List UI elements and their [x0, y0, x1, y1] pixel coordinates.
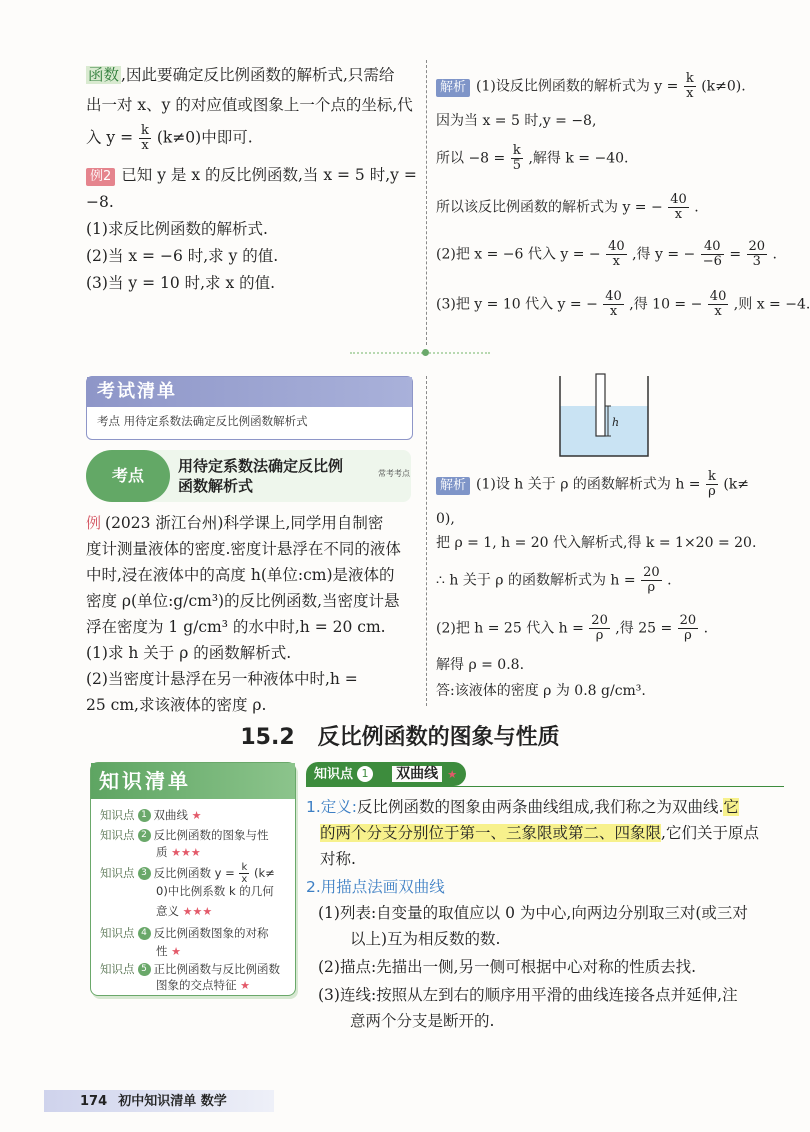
analysis-1-line-2: 因为当 x = 5 时,y = −8, [436, 113, 597, 129]
page-number: 174 [80, 1094, 108, 1109]
solution-line-2: 0), [436, 511, 455, 527]
solution-line-5: (2)把 h = 25 代入 h = $\frac{20}{\rho}$ ,得 25 = $\frac{20}{\rho}$ . [436, 613, 709, 643]
problem-line-2: 度计测量液体的密度.密度计悬浮在不同的液体 [86, 540, 401, 558]
knowledge-item-4-cont: 性 ★ [156, 944, 182, 958]
kaodian-label: 考点 [111, 466, 144, 485]
intro-line-3: 入 y = $\frac{k}{x}$ (k≠0)中即可. [86, 123, 253, 153]
analysis-2-line: (2)把 x = −6 代入 y = − $\frac{40}{x}$ ,得 y = − $\frac{40}{-6}$ = $\frac{20}{3}$ . [436, 239, 777, 269]
analysis-tag: 解析 [436, 79, 470, 97]
example-tag: 例2 [86, 168, 115, 186]
example-2-line-1: 例2 已知 y 是 x 的反比例函数,当 x = 5 时,y = [86, 164, 417, 186]
solution-tag: 解析 [436, 477, 470, 495]
analysis-3-line: (3)把 y = 10 代入 y = − $\frac{40}{x}$ ,得 10 = − $\frac{40}{x}$ ,则 x = −4. [436, 289, 810, 319]
method-step-3-cont: 意两个分支是断开的. [350, 1012, 495, 1030]
problem-line-5: 浮在密度为 1 g/cm³ 的水中时,h = 20 cm. [86, 618, 386, 636]
solution-line-6: 解得 ρ = 0.8. [436, 657, 525, 673]
analysis-1-line-1: 解析 (1)设反比例函数的解析式为 y = $\frac{k}{x}$ (k≠0). [436, 72, 746, 101]
footer-text: 初中知识清单 数学 [118, 1094, 227, 1109]
point-1-title: 双曲线 [392, 766, 442, 782]
hydrometer [596, 374, 605, 436]
definition-line-3: 对称. [320, 850, 356, 868]
solution-line-4: ∴ h 关于 ρ 的函数解析式为 h = $\frac{20}{\rho}$ . [436, 565, 672, 595]
method-step-2: (2)描点:先描出一侧,另一侧可根据中心对称的性质去找. [318, 958, 697, 976]
knowledge-list-header [91, 763, 295, 799]
problem-line-3: 中时,浸在液体中的高度 h(单位:cm)是液体的 [86, 566, 395, 584]
hydrometer-figure [556, 370, 652, 460]
solution-line-1: 解析 (1)设 h 关于 ρ 的函数解析式为 h = $\frac{k}{\rho}$ (k≠ [436, 470, 749, 499]
intro-line-2: 出一对 x、y 的对应值或图象上一个点的坐标,代 [86, 96, 413, 114]
method-step-1-cont: 以上)互为相反数的数. [350, 930, 501, 948]
column-divider-middle [426, 376, 427, 706]
analysis-1-line-4: 所以该反比例函数的解析式为 y = − $\frac{40}{x}$ . [436, 192, 699, 222]
kaodian-badge: 常考考点 [378, 469, 410, 478]
footer-bar [44, 1090, 274, 1112]
problem-line-4: 密度 ρ(单位:g/cm³)的反比例函数,当密度计悬 [86, 592, 400, 610]
definition-line-1: 1.定义:反比例函数的图象由两条曲线组成,我们称之为双曲线.它 [306, 798, 739, 816]
knowledge-item-3-cont2: 意义 ★★★ [156, 904, 213, 918]
problem-line-8: 25 cm,求该液体的密度 ρ. [86, 696, 267, 714]
knowledge-item-3-cont: 0)中比例系数 k 的几何 [156, 884, 274, 898]
example-2-line-2: −8. [86, 193, 114, 211]
analysis-1-line-3: 所以 −8 = $\frac{k}{5}$ ,解得 k = −40. [436, 143, 629, 173]
exam-list-box [86, 376, 413, 440]
definition-line-2: 的两个分支分别位于第一、三象限或第二、四象限,它们关于原点 [320, 824, 759, 842]
kaodian-pill [86, 450, 170, 502]
method-step-3: (3)连线:按照从左到右的顺序用平滑的曲线连接各点并延伸,注 [318, 986, 738, 1004]
exam-list-item: 考点 用待定系数法确定反比例函数解析式 [97, 414, 308, 428]
exam-list-header [87, 377, 412, 407]
problem-line-6: (1)求 h 关于 ρ 的函数解析式. [86, 644, 292, 662]
knowledge-item-2[interactable]: 知识点 2 反比例函数的图象与性 [100, 828, 269, 842]
knowledge-item-2-cont: 质 ★★★ [156, 845, 201, 859]
question-1: (1)求反比例函数的解析式. [86, 220, 268, 238]
knowledge-item-4[interactable]: 知识点 4 反比例函数图象的对称 [100, 926, 269, 940]
solution-line-7: 答:该液体的密度 ρ 为 0.8 g/cm³. [436, 683, 646, 699]
question-3: (3)当 y = 10 时,求 x 的值. [86, 274, 276, 292]
knowledge-item-1[interactable]: 知识点 1 双曲线 ★ [100, 808, 202, 822]
intro-line-1: 函数 ,因此要确定反比例函数的解析式,只需给 [88, 66, 395, 84]
column-divider-top [426, 60, 427, 345]
kaodian-banner [86, 450, 411, 502]
exam-list-title: 考试清单 [97, 381, 177, 402]
knowledge-item-5-cont: 图象的交点特征 ★ [156, 978, 251, 992]
knowledge-item-5[interactable]: 知识点 5 正比例函数与反比例函数 [100, 962, 280, 976]
knowledge-list-title: 知识清单 [99, 769, 191, 793]
solution-line-3: 把 ρ = 1, h = 20 代入解析式,得 k = 1×20 = 20. [436, 535, 757, 551]
problem-tag: 例 [86, 514, 102, 532]
point-1-header: 知识点 1 双曲线 ★ [306, 762, 466, 786]
method-step-1: (1)列表:自变量的取值应以 0 为中心,向两边分别取三对(或三对 [318, 904, 748, 922]
point-1-rule [306, 786, 784, 787]
kaodian-title: 用待定系数法确定反比例 函数解析式 [178, 457, 344, 495]
problem-line-7: (2)当密度计悬浮在另一种液体中时,h = [86, 670, 358, 688]
height-label: h [612, 416, 620, 429]
problem-line-1: 例 (2023 浙江台州)科学课上,同学用自制密 [86, 514, 384, 532]
section-title: 15.2 反比例函数的图象与性质 [240, 725, 560, 750]
knowledge-item-3[interactable]: 知识点 3 反比例函数 y = $\frac{k}{x}$ (k≠ [100, 862, 275, 885]
separator-dot [422, 349, 429, 356]
method-heading: 2.用描点法画双曲线 [306, 878, 445, 896]
question-2: (2)当 x = −6 时,求 y 的值. [86, 247, 279, 265]
separator-dotted-line [350, 352, 490, 354]
